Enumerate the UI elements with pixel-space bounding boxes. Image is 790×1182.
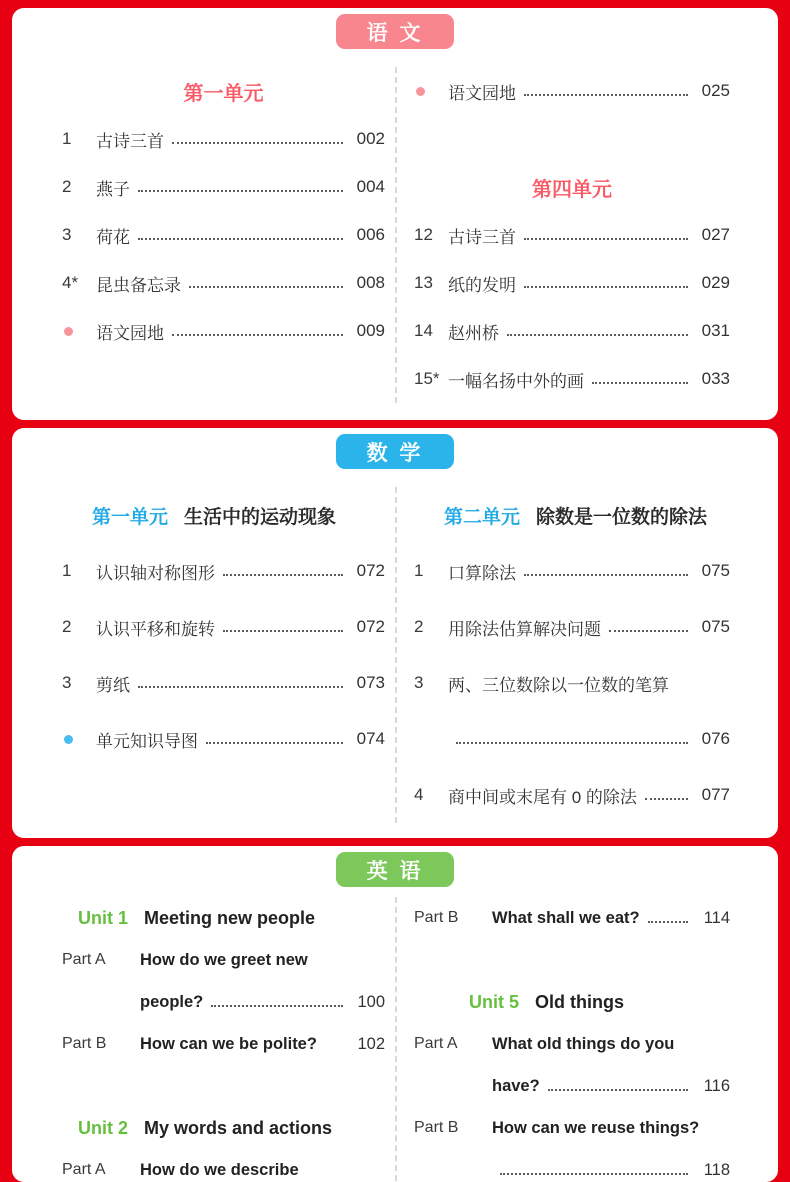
part-label: Part B: [414, 909, 459, 926]
dot-leader: [524, 94, 688, 96]
section-math: [12, 428, 778, 838]
dot-leader: [206, 742, 343, 744]
entry-title: 用除法估算解决问题: [448, 619, 601, 639]
unit-heading-row: [414, 163, 730, 211]
english-left-column: [12, 897, 395, 1182]
unit-heading-label: 第四单元: [532, 178, 612, 201]
entry-title: 昆虫备忘录: [96, 275, 181, 295]
entry-number: 3: [414, 673, 424, 692]
unit-heading-label: Unit 5: [469, 991, 520, 1012]
entry-title: How can we be polite?: [140, 1034, 317, 1053]
entry-page: 009: [356, 321, 385, 340]
toc-entry: [414, 307, 730, 355]
entry-title: 古诗三首: [96, 131, 164, 151]
entry-title: 荷花: [96, 227, 130, 247]
entry-page: 118: [703, 1160, 730, 1179]
part-label: Part A: [414, 1035, 458, 1052]
chinese-left-column: [12, 67, 395, 403]
unit-heading-title: Meeting new people: [144, 907, 316, 928]
entry-title: 商中间或末尾有 0 的除法: [448, 787, 637, 807]
dot-leader: [189, 286, 343, 288]
entry-number: 1: [62, 561, 72, 580]
entry-number: 15*: [414, 369, 440, 388]
english-right-column: [395, 897, 778, 1182]
dot-leader: [138, 190, 343, 192]
entry-number: 2: [62, 177, 72, 196]
entry-number: 2: [414, 617, 424, 636]
unit-heading-row: [414, 981, 730, 1023]
math-right-column: [395, 487, 778, 823]
section-chinese: [12, 8, 778, 420]
subject-badge-english: 英 语: [336, 852, 454, 887]
unit-heading-title: 除数是一位数的除法: [536, 506, 708, 528]
entry-bullet: [62, 321, 96, 341]
entry-page: 072: [356, 561, 385, 580]
entry-number: 1: [414, 561, 424, 580]
entry-page: 102: [357, 1034, 385, 1053]
unit-heading-row: [62, 897, 385, 939]
toc-entry: [414, 897, 730, 939]
dot-leader: [648, 921, 688, 923]
dot-leader: [609, 630, 688, 632]
entry-bullet: [62, 729, 96, 749]
toc-entry: [62, 163, 385, 211]
entry-page: 100: [357, 992, 385, 1011]
unit-heading-title: 生活中的运动现象: [184, 506, 337, 528]
toc-entry: [62, 211, 385, 259]
toc-entry-line1: [62, 939, 385, 981]
dot-leader: [138, 686, 343, 688]
toc-entry: [62, 711, 385, 767]
entry-page: 114: [703, 908, 730, 927]
toc-entry: [414, 355, 730, 403]
toc-entry-line1: [62, 1149, 385, 1182]
entry-page: 072: [356, 617, 385, 636]
section-english: [12, 846, 778, 1182]
entry-title: 认识轴对称图形: [96, 563, 215, 583]
entry-title: 赵州桥: [448, 323, 499, 343]
toc-entry-line1: [414, 1023, 730, 1065]
toc-entry-line1: [414, 1107, 730, 1149]
unit-heading-label: 第一单元: [183, 82, 264, 105]
toc-entry: [62, 307, 385, 355]
toc-entry-line2: [414, 1065, 730, 1107]
dot-leader: [223, 630, 343, 632]
dot-leader: [223, 574, 343, 576]
toc-entry: [62, 1023, 385, 1065]
toc-entry: [62, 599, 385, 655]
spacer-row: [414, 115, 730, 163]
dot-leader: [211, 1005, 343, 1007]
entry-title: 两、三位数除以一位数的笔算: [448, 675, 669, 695]
entry-page: 116: [703, 1076, 730, 1095]
dot-leader: [172, 142, 343, 144]
dot-leader: [548, 1089, 688, 1091]
toc-entry: [414, 211, 730, 259]
dot-leader: [456, 742, 688, 744]
toc-entry-line2: [414, 711, 730, 767]
bullet-icon: [416, 87, 425, 96]
unit-heading-label: Unit 2: [78, 1117, 129, 1138]
toc-entry-line2: [414, 1149, 730, 1182]
toc-entry: [62, 259, 385, 307]
dot-leader: [645, 798, 688, 800]
toc-entry-line2: [62, 981, 385, 1023]
entry-title: 一幅名扬中外的画: [448, 371, 584, 391]
chinese-columns: [12, 67, 778, 403]
unit-heading-label: 第一单元: [92, 506, 169, 528]
toc-entry: [414, 67, 730, 115]
entry-title: What shall we eat?: [492, 908, 640, 927]
entry-page: 075: [701, 617, 730, 636]
entry-page: 031: [701, 321, 730, 340]
entry-number: 1: [62, 129, 72, 148]
unit-heading-label: 第二单元: [444, 506, 521, 528]
entry-title: How do we describe: [140, 1160, 299, 1179]
entry-title: 古诗三首: [448, 227, 516, 247]
entry-title: How do we greet new: [140, 950, 308, 969]
math-left-column: [12, 487, 395, 823]
entry-page: 006: [356, 225, 385, 244]
part-label: Part B: [62, 1035, 107, 1052]
entry-page: 075: [701, 561, 730, 580]
toc-entry: [414, 599, 730, 655]
entry-number: 2: [62, 617, 72, 636]
dot-leader: [592, 382, 688, 384]
entry-page: 027: [701, 225, 730, 244]
dot-leader: [172, 334, 343, 336]
entry-title: 纸的发明: [448, 275, 516, 295]
english-columns: [12, 897, 778, 1182]
entry-title: 口算除法: [448, 563, 516, 583]
subject-badge-math: 数 学: [336, 434, 454, 469]
unit-heading-title: My words and actions: [144, 1117, 333, 1138]
bullet-icon: [64, 327, 73, 336]
entry-page: 033: [701, 369, 730, 388]
entry-title: 认识平移和旋转: [96, 619, 215, 639]
unit-heading-row: [62, 1107, 385, 1149]
part-label: Part B: [414, 1119, 459, 1136]
toc-entry: [414, 767, 730, 823]
unit-heading-row: [414, 487, 730, 543]
toc-entry-line1: [414, 655, 730, 711]
entry-title: 剪纸: [96, 675, 130, 695]
entry-number: 4*: [62, 273, 79, 292]
toc-entry: [414, 259, 730, 307]
dot-leader: [500, 1173, 688, 1175]
math-columns: [12, 487, 778, 823]
entry-title: 单元知识导图: [96, 731, 198, 751]
entry-title: What old things do you: [492, 1034, 675, 1053]
entry-title: 语文园地: [96, 323, 164, 343]
entry-page: 074: [356, 729, 385, 748]
unit-heading-row: [62, 67, 385, 115]
spacer-row: [62, 1065, 385, 1107]
entry-number: 14: [414, 321, 433, 340]
entry-title: have?: [492, 1076, 540, 1095]
toc-entry: [414, 543, 730, 599]
entry-page: 029: [701, 273, 730, 292]
entry-title: people?: [140, 992, 204, 1011]
dot-leader: [524, 574, 688, 576]
entry-title: How can we reuse things?: [492, 1118, 700, 1137]
dot-leader: [524, 286, 688, 288]
unit-heading-title: Old things: [535, 991, 625, 1012]
dot-leader: [138, 238, 343, 240]
toc-entry: [62, 543, 385, 599]
part-label: Part A: [62, 951, 106, 968]
entry-title: 燕子: [96, 179, 130, 199]
bullet-icon: [64, 735, 73, 744]
dot-leader: [507, 334, 688, 336]
entry-title: 语文园地: [448, 83, 516, 103]
unit-heading-label: Unit 1: [78, 907, 129, 928]
entry-number: 3: [62, 673, 72, 692]
entry-number: 13: [414, 273, 433, 292]
entry-page: 002: [356, 129, 385, 148]
entry-bullet: [414, 81, 448, 101]
entry-number: 3: [62, 225, 72, 244]
entry-page: 076: [701, 729, 730, 748]
entry-page: 008: [356, 273, 385, 292]
entry-page: 025: [701, 81, 730, 100]
part-label: Part A: [62, 1161, 106, 1178]
toc-entry: [62, 655, 385, 711]
entry-number: 12: [414, 225, 433, 244]
chinese-right-column: [395, 67, 778, 403]
spacer-row: [414, 939, 730, 981]
entry-number: 4: [414, 785, 424, 804]
toc-entry: [62, 115, 385, 163]
unit-heading-row: [62, 487, 385, 543]
entry-page: 077: [701, 785, 730, 804]
subject-badge-chinese: 语 文: [336, 14, 454, 49]
entry-page: 073: [356, 673, 385, 692]
entry-page: 004: [356, 177, 385, 196]
dot-leader: [524, 238, 688, 240]
